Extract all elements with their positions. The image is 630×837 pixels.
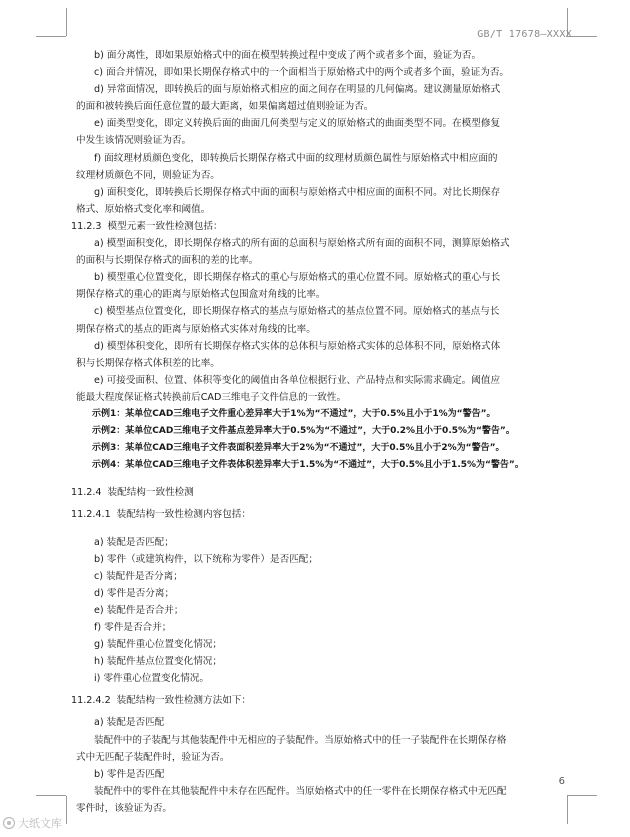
example-1: 示例1：某单位CAD三维电子文件重心差异率大于1%为“不通过”，大于0.5%且小于1%为“警告”。 — [92, 408, 496, 419]
list-item: c) 装配件是否分离； — [94, 570, 183, 582]
model-area-line2: 的面积与长期保存格式的面积的差的比率。 — [76, 255, 259, 267]
list-item: b) 零件（或建筑构件，以下统称为零件）是否匹配； — [94, 553, 318, 565]
watermark-logo-icon — [2, 816, 16, 830]
model-basepoint-line2: 期保存格式的基点的距离与原始格式实体对角线的比率。 — [76, 323, 316, 335]
example-2: 示例2：某单位CAD三维电子文件基点差异率大于0.5%为“不通过”，大于0.2%且小于0.5%为“警告”。 — [92, 426, 515, 437]
list-item: d) 零件是否分离； — [94, 587, 175, 599]
item-face-split: b) 面分离性，即如果原始格式中的面在模型转换过程中变成了两个或者多个面，验证为否。 — [94, 50, 482, 61]
model-centroid-line2: 期保存格式的重心的距离与原始格式包围盒对角线的比率。 — [76, 289, 326, 301]
section-11-2-4-1 — [71, 506, 574, 523]
item-abnormal-face-line2: 的面和被转换后面任意位置的最大距离，如果偏离超过值则验证为否。 — [76, 101, 374, 113]
example-3: 示例3：某单位CAD三维电子文件表面积差异率大于2%为“不通过”，大于0.5%且小于2%为“警告”。 — [92, 443, 505, 454]
crop-mark-bottom-left-v — [66, 796, 67, 824]
item-abnormal-face-line1: d) 异常面情况，即转换后的面与原始格式相应的面之间存在明显的几何偏离。建议测量原始格式 — [94, 84, 501, 96]
section-number: 11.2.4.2 — [71, 695, 111, 707]
document-body — [71, 47, 574, 817]
page-number: 6 — [558, 776, 565, 787]
watermark-text: 大纸文库 — [18, 817, 62, 830]
item-texture-line2: 纹理材质颜色不同，则验证为否。 — [76, 169, 220, 181]
list-item: e) 装配件是否合并； — [94, 604, 184, 616]
list-item: a) 装配是否匹配； — [94, 536, 174, 548]
section-title: 模型元素一致性检测包括： — [107, 220, 223, 232]
item-area-line1: g) 面积变化，即转换后长期保存格式中面的面积与原始格式中相应面的面积不同。对比长期保存 — [94, 186, 501, 198]
section-11-2-3 — [71, 218, 574, 235]
watermark — [2, 815, 62, 831]
method-assembly-line1: 装配件中的子装配与其他装配件中无相应的子装配件。当原始格式中的任一子装配件在长期保存格 — [94, 734, 507, 746]
section-number: 11.2.3 — [71, 220, 102, 232]
list-item: g) 装配件重心位置变化情况； — [94, 639, 223, 651]
item-face-merge: c) 面合并情况，即如果长期保存格式中的一个面相当于原始格式中的两个或者多个面，验证为否。 — [94, 67, 510, 79]
crop-mark-top-left-v — [66, 8, 67, 36]
section-title: 装配结构一致性检测方法如下： — [116, 695, 251, 707]
threshold-line2: 能最大程度保证格式转换前后CAD三维电子文件信息的一致性。 — [76, 391, 347, 403]
model-volume-line1: d) 模型体积变化，即所有长期保存格式实体的总体积与原始格式实体的总体积不同，原始格式体 — [94, 340, 501, 352]
section-title: 装配结构一致性检测内容包括： — [116, 509, 251, 521]
check-content-list — [76, 534, 574, 688]
section-11-2-4 — [71, 484, 574, 501]
model-area-line1: a) 模型面积变化，即长期保存格式的所有面的总面积与原始格式所有面的面积不同，测算原始格式 — [94, 238, 510, 250]
crop-mark-bottom-left-h — [36, 795, 66, 796]
section-11-2-4-2 — [71, 692, 574, 709]
item-texture-line1: f) 面纹理材质颜色变化，即转换后长期保存格式中面的纹理材质颜色属性与原始格式中相应面的 — [94, 152, 498, 164]
section-number: 11.2.4.1 — [71, 509, 111, 521]
section-number: 11.2.4 — [71, 487, 102, 499]
model-centroid-line1: b) 模型重心位置变化，即长期保存格式的重心与原始格式的重心位置不同。原始格式的重心与长 — [94, 272, 501, 284]
threshold-line1: e) 可接受面积、位置、体积等变化的阈值由各单位根据行业、产品特点和实际需求确定。阈值应 — [94, 374, 501, 386]
item-surface-type-line2: 中发生该情况则验证为否。 — [76, 135, 192, 147]
list-item: f) 零件是否合并； — [94, 622, 172, 633]
model-volume-line2: 积与长期保存格式体积差的比率。 — [76, 357, 220, 369]
example-4: 示例4：某单位CAD三维电子文件表体积差异率大于1.5%为“不通过”，大于0.5%且小于1.5%为“警告”。 — [92, 460, 524, 471]
method-part-line2: 零件时，该验证为否。 — [76, 802, 172, 814]
model-basepoint-line1: c) 模型基点位置变化，即长期保存格式的基点与原始格式的基点位置不同。原始格式的基点与长 — [94, 306, 500, 318]
list-item: h) 装配件基点位置变化情况； — [94, 656, 222, 668]
standard-code-header: GB/T 17678—XXXX — [477, 29, 572, 40]
method-assembly-head: a) 装配是否匹配 — [94, 717, 165, 729]
item-area-line2: 格式、原始格式变化率和阈值。 — [76, 203, 211, 215]
method-assembly-line2: 式中无匹配子装配件时，验证为否。 — [76, 751, 230, 763]
list-item: i) 零件重心位置变化情况。 — [94, 673, 209, 685]
crop-mark-top-left-h — [36, 36, 66, 37]
method-part-head: b) 零件是否匹配 — [94, 768, 165, 780]
item-surface-type-line1: e) 面类型变化，即定义转换后面的曲面几何类型与定义的原始格式的曲面类型不同。在模型修复 — [94, 118, 501, 130]
method-part-line1: 装配件中的零件在其他装配件中未存在匹配件。当原始格式中的任一零件在长期保存格式中无匹配 — [94, 785, 507, 797]
section-title: 装配结构一致性检测 — [107, 487, 194, 499]
